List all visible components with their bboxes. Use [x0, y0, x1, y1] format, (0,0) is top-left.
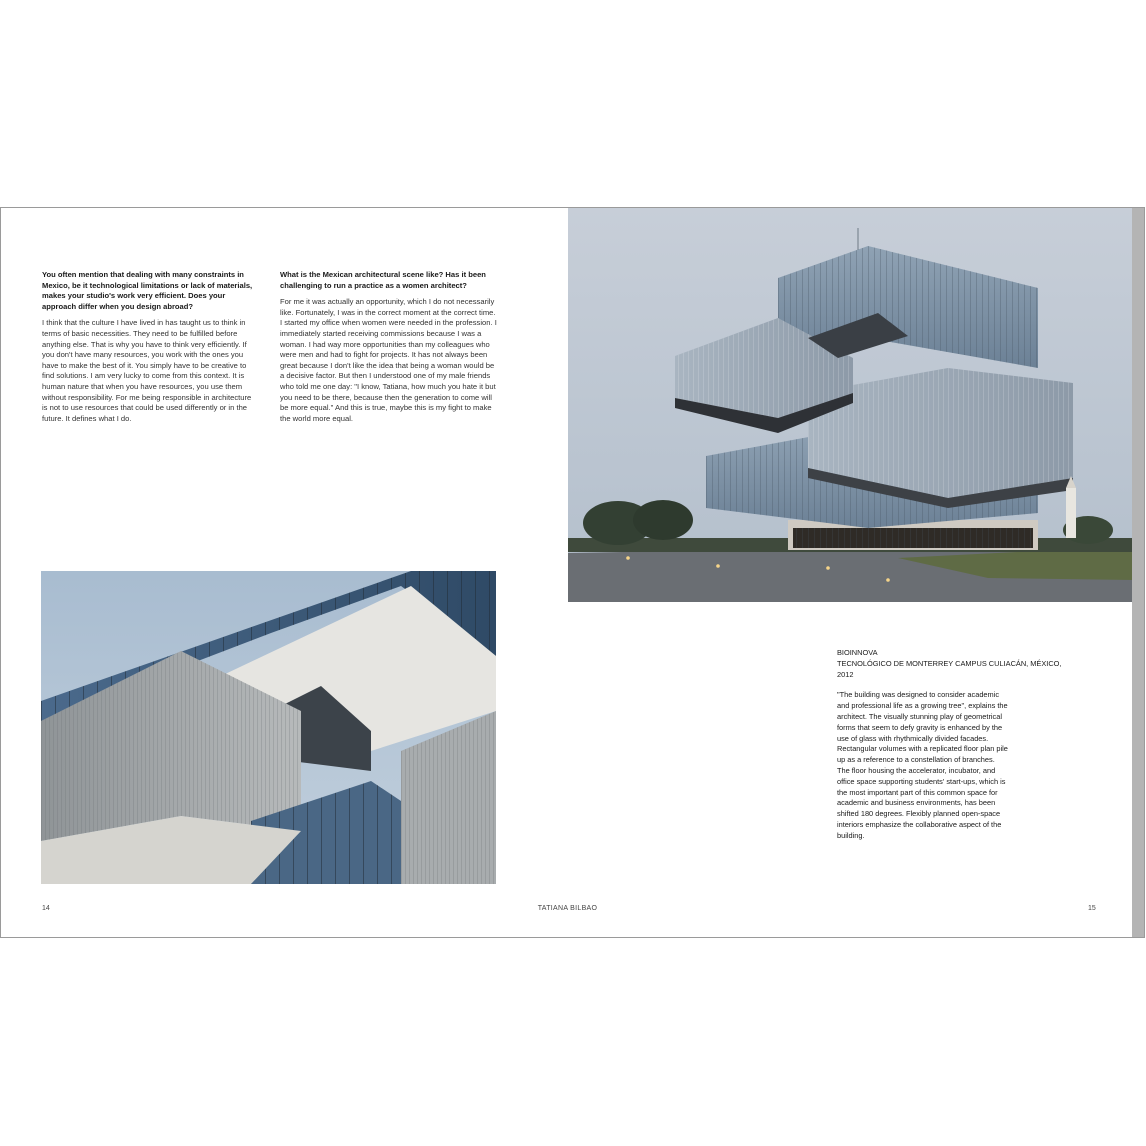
interview-answer-1: I think that the culture I have lived in has taught us to think in terms of basic necessities. They need to be fulfilled before anything else. That is why you have to think very efficiently. If you don't have many resources, you work with the ones you have to make the best of it. You simply have to be creative to find solutions. I am very lucky to come from this context. It is human nature that when you have resources, you use them without responsibility. For me being responsible in architecture is not to use resources that could be used differently or in the future. It defines what I do.: [42, 318, 252, 423]
interview-question-1: You often mention that dealing with many constraints in Mexico, be it technological limitations or lack of materials, makes your studio's work very efficient. Does your approach differ when you design abroad?: [42, 270, 253, 311]
building-photo-exterior: [568, 208, 1134, 602]
running-title: TATIANA BILBAO: [537, 905, 598, 912]
caption-title: BIOINNOVA: [837, 648, 878, 657]
interview-answer-2: For me it was actually an opportunity, which I do not necessarily like. Fortunately, I was in the correct moment at the correct time. I started my office when women were needed in the profession. I immediately started receiving commissions because I was a woman. I had way more opportunities than my colleagues who were men and had to fight for projects. It has not always been great because I don't like the idea that being a woman would be a decisive factor. But then I understood one of my male friends who told me one day: "I know, Tatiana, how much you hate it but you need to be there, because then the generation to come will be more equal." And this is true, maybe this is my fight to make the world more equal.: [280, 297, 497, 423]
interview-question-2: What is the Mexican architectural scene like? Has it been challenging to run a practice as a women architect?: [280, 270, 486, 290]
building-photo-detail: [41, 571, 496, 884]
interview-column-left: [42, 270, 258, 424]
book-spread: [0, 207, 1145, 938]
page-edge: [1132, 208, 1144, 937]
page-number-left: 14: [42, 905, 50, 912]
photo-caption: [837, 648, 1067, 842]
caption-body: "The building was designed to consider academic and professional life as a growing tree", explains the architect. The visually stunning play of geometrical forms that seem to defy gravity is enhanced by the use of glass with rhythmically divided facades. Rectangular volumes with a replicated floor plan pile up as a reference to a constellation of branches. The floor housing the accelerator, incubator, and office space supporting students' start-ups, which is the most important part of this common space for academic and business environments, has been shifted 180 degrees. Flexibly planned open-space interiors emphasize the collaborative aspect of the building.: [837, 690, 1008, 840]
interview-column-right: [280, 270, 498, 424]
caption-subtitle: TECNOLÓGICO DE MONTERREY CAMPUS CULIACÁN, MÉXICO, 2012: [837, 658, 1062, 679]
page-number-right: 15: [1088, 905, 1096, 912]
